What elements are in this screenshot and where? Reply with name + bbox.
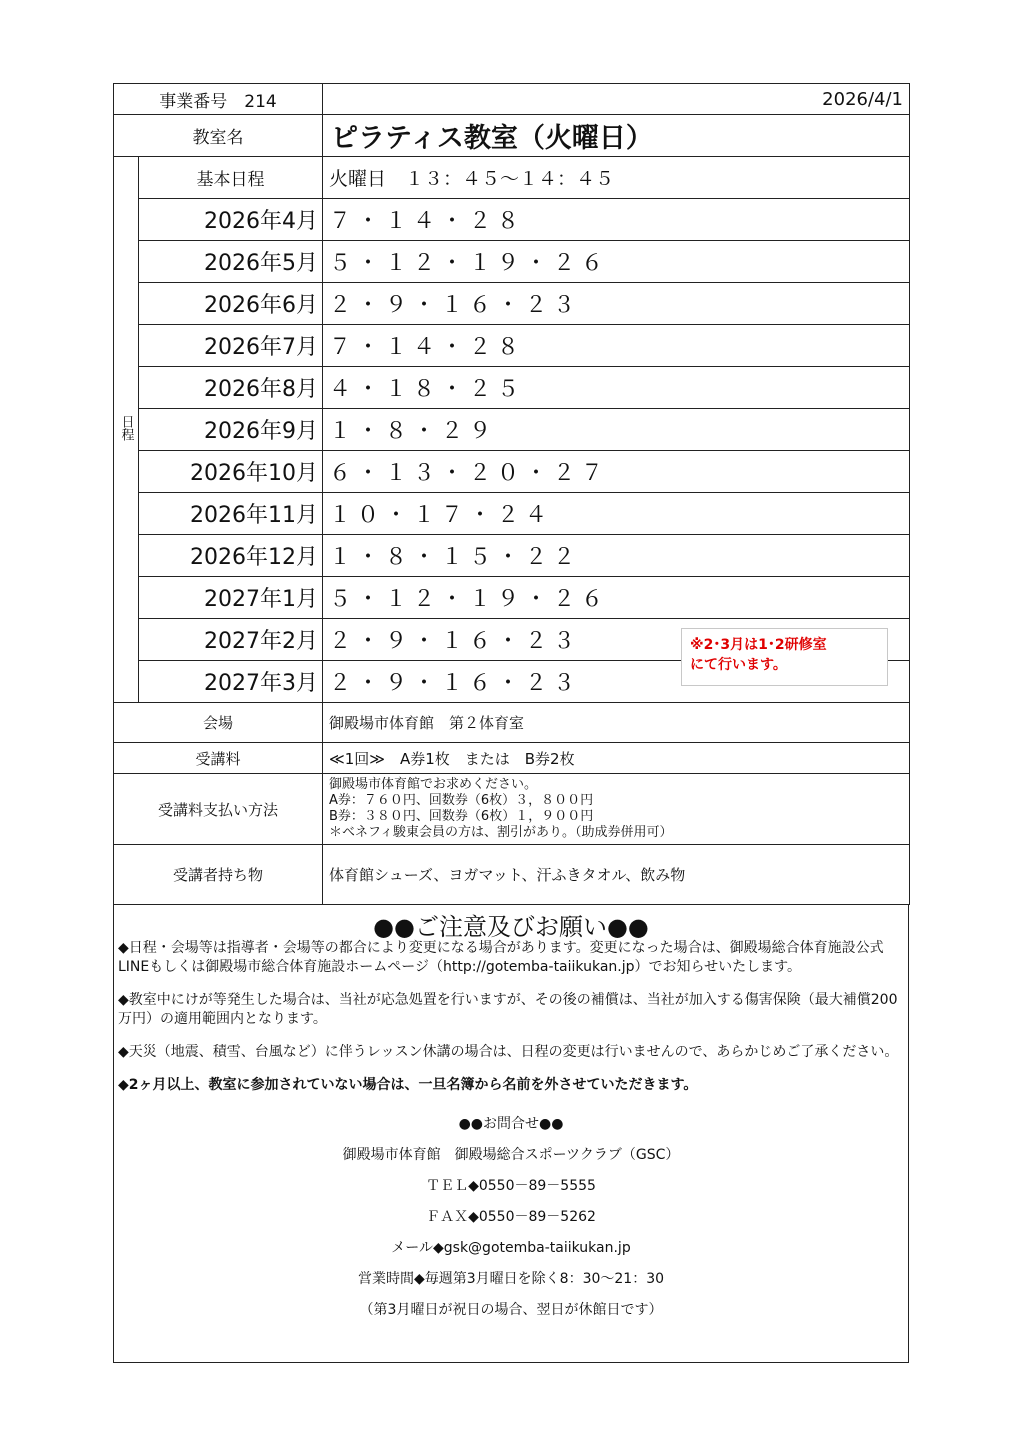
- contact-title: ●●お問合せ●●: [458, 1116, 564, 1132]
- month-label: 2026年7月: [139, 325, 323, 367]
- month-row: [114, 283, 910, 325]
- month-label: 2026年10月: [139, 451, 323, 493]
- basic-schedule-label: 基本日程: [139, 157, 323, 199]
- month-label: 2026年9月: [139, 409, 323, 451]
- contact-fax: ＦＡＸ◆0550－89－5262: [426, 1209, 596, 1225]
- schedule-section-label: 日程: [114, 157, 139, 703]
- month-row: [114, 493, 910, 535]
- month-row: [114, 577, 910, 619]
- header-row: [114, 84, 910, 115]
- contact-org: 御殿場市体育館 御殿場総合スポーツクラブ（GSC）: [342, 1147, 680, 1163]
- month-row: [114, 535, 910, 577]
- month-dates: ５・１２・１９・２６: [323, 241, 910, 283]
- room-change-note: ※2･3月は1･2研修室 にて行います。: [681, 628, 888, 686]
- document-date: 2026/4/1: [323, 84, 910, 115]
- fee-value: ≪1回≫ A券1枚 または B券2枚: [323, 743, 910, 774]
- notice-paragraph: ◆日程・会場等は指導者・会場等の都合により変更になる場合があります。変更になった場合は、御殿場総合体育施設公式LINEもしくは御殿場市総合体育施設ホームページ（http://gotemba-taiikukan.jp）でお知らせいたします。: [118, 940, 884, 975]
- notice-title: ●●ご注意及びお願い●●: [373, 913, 649, 941]
- schedule-table: [113, 83, 910, 905]
- month-label: 2026年12月: [139, 535, 323, 577]
- fee-row: [114, 743, 910, 774]
- month-dates: ７・１４・２８: [323, 199, 910, 241]
- basic-schedule-row: [114, 157, 910, 199]
- month-dates: ６・１３・２０・２７: [323, 451, 910, 493]
- payment-value: [323, 774, 910, 845]
- contact-section: [114, 1109, 908, 1326]
- month-dates: ２・９・１６・２３: [323, 619, 910, 661]
- month-label: 2027年2月: [139, 619, 323, 661]
- month-row: [114, 367, 910, 409]
- month-dates: １・８・２９: [323, 409, 910, 451]
- contact-holiday-note: （第3月曜日が祝日の場合、翌日が休館日です）: [359, 1302, 663, 1318]
- class-name-label: 教室名: [114, 115, 323, 157]
- venue-value: 御殿場市体育館 第２体育室: [323, 703, 910, 743]
- month-dates: ７・１４・２８: [323, 325, 910, 367]
- venue-row: [114, 703, 910, 743]
- month-dates: ２・９・１６・２３: [323, 661, 910, 703]
- class-info-sheet: [113, 83, 909, 1363]
- contact-email: メール◆gsk@gotemba-taiikukan.jp: [391, 1240, 631, 1256]
- month-row: [114, 241, 910, 283]
- notice-paragraph: ◆天災（地震、積雪、台風など）に伴うレッスン休講の場合は、日程の変更は行いませんので、あらかじめご了承ください。: [118, 1044, 899, 1060]
- contact-tel: ＴＥＬ◆0550－89－5555: [426, 1178, 596, 1194]
- belongings-row: [114, 845, 910, 905]
- payment-line: ＊ベネフィ駿東会員の方は、割引があり。（助成券併用可）: [329, 825, 673, 840]
- month-dates: １・８・１５・２２: [323, 535, 910, 577]
- venue-label: 会場: [114, 703, 323, 743]
- payment-label: 受講料支払い方法: [114, 774, 323, 845]
- month-dates: ５・１２・１９・２６: [323, 577, 910, 619]
- belongings-label: 受講者持ち物: [114, 845, 323, 905]
- month-label: 2026年6月: [139, 283, 323, 325]
- month-row: [114, 409, 910, 451]
- notice-section: [113, 905, 909, 1363]
- contact-hours: 営業時間◆毎週第3月曜日を除く8：30～21：30: [357, 1271, 665, 1287]
- month-label: 2027年3月: [139, 661, 323, 703]
- month-label: 2026年4月: [139, 199, 323, 241]
- payment-line: B券：３８０円、回数券（6枚）１，９００円: [329, 809, 594, 824]
- month-row: [114, 199, 910, 241]
- month-dates: ４・１８・２５: [323, 367, 910, 409]
- month-dates: ２・９・１６・２３: [323, 283, 910, 325]
- business-number: 事業番号 214: [114, 84, 323, 115]
- class-name-row: [114, 115, 910, 157]
- payment-line: 御殿場市体育館でお求めください。: [329, 777, 538, 792]
- month-label: 2026年5月: [139, 241, 323, 283]
- month-row: [114, 451, 910, 493]
- notice-paragraph: ◆2ヶ月以上、教室に参加されていない場合は、一旦名簿から名前を外させていただきます。: [118, 1077, 698, 1093]
- month-dates: １０・１７・２４: [323, 493, 910, 535]
- payment-line: A券：７６０円、回数券（6枚）３，８００円: [329, 793, 594, 808]
- class-name: ピラティス教室（火曜日）: [323, 115, 910, 157]
- notice-paragraph: ◆教室中にけが等発生した場合は、当社が応急処置を行いますが、その後の補償は、当社が加入する傷害保険（最大補償200万円）の適用範囲内となります。: [118, 992, 898, 1027]
- month-row: [114, 325, 910, 367]
- basic-schedule-value: 火曜日 １３：４５～１４：４５: [323, 157, 910, 199]
- fee-label: 受講料: [114, 743, 323, 774]
- month-label: 2026年11月: [139, 493, 323, 535]
- month-label: 2026年8月: [139, 367, 323, 409]
- payment-row: [114, 774, 910, 845]
- month-label: 2027年1月: [139, 577, 323, 619]
- belongings-value: 体育館シューズ、ヨガマット、汗ふきタオル、飲み物: [323, 845, 910, 905]
